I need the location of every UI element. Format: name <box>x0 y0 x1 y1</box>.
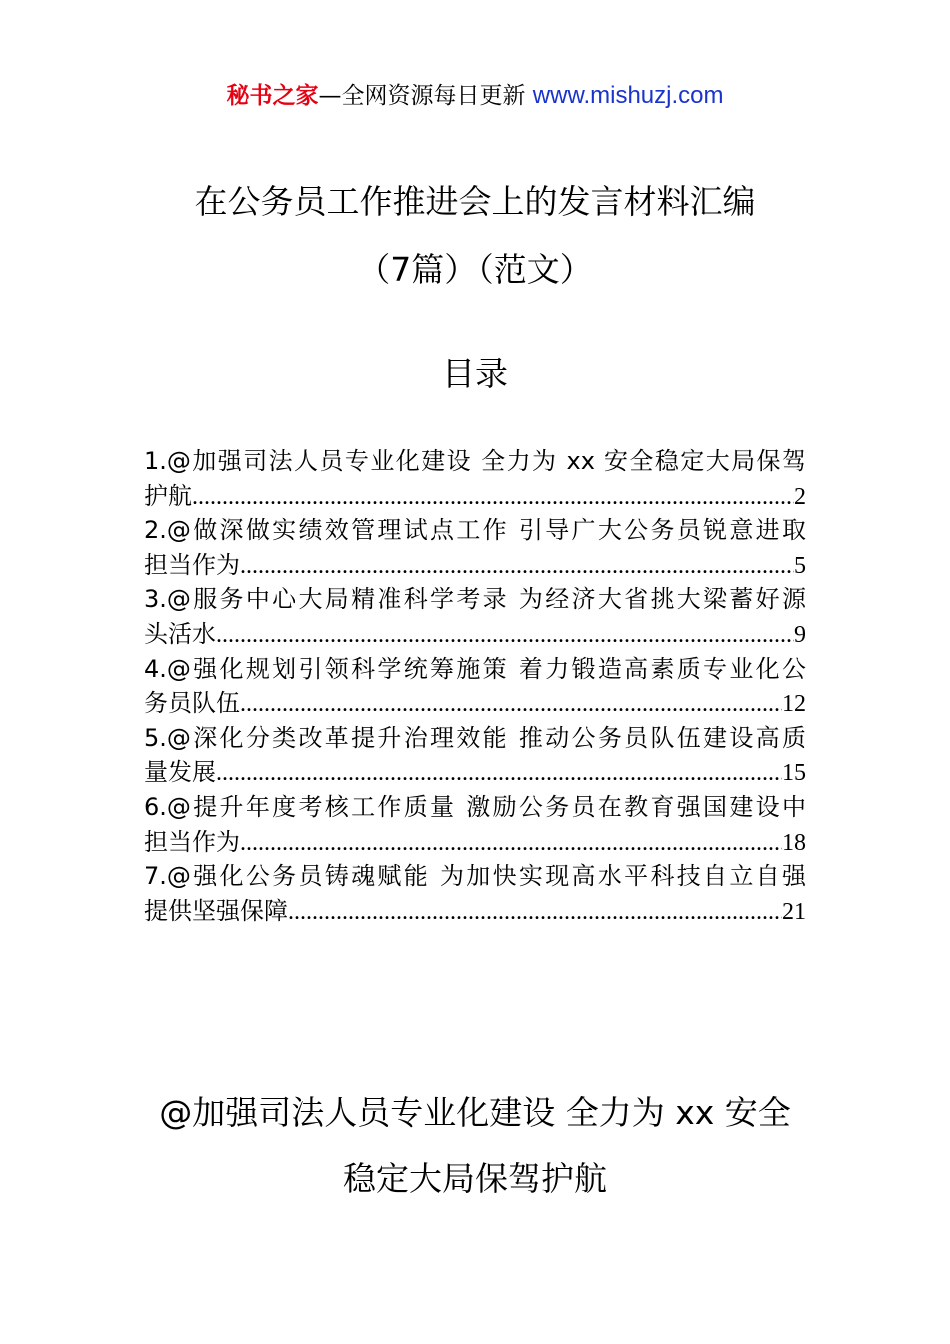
toc-entry-title: 7.@强化公务员铸魂赋能 为加快实现高水平科技自立自强 <box>144 862 806 891</box>
toc-entry-title-continued: 担当作为 <box>144 827 240 856</box>
toc-entry-5[interactable] <box>144 721 806 790</box>
toc-page-number: 12 <box>782 691 806 718</box>
toc-dot-leader <box>216 756 782 790</box>
toc-entry-title-continued: 担当作为 <box>144 550 240 579</box>
toc-page-number: 9 <box>794 621 806 648</box>
toc-dot-leader <box>192 480 794 514</box>
toc-page-number: 18 <box>782 829 806 856</box>
toc-entry-title-continued: 护航 <box>144 481 192 510</box>
section-title-line-1: @加强司法人员专业化建设 全力为 xx 安全 <box>159 1093 791 1132</box>
section-title <box>0 1080 950 1212</box>
toc-entry-1[interactable] <box>144 444 806 513</box>
toc-entry-tail-row <box>144 686 806 721</box>
toc-dot-leader <box>288 895 782 929</box>
toc-entry-2[interactable] <box>144 513 806 582</box>
brand-name: 秘书之家 <box>226 83 319 109</box>
toc-entry-tail-row <box>144 894 806 929</box>
section-title-line-2: 稳定大局保驾护航 <box>343 1159 607 1198</box>
toc-entry-title: 3.@服务中心大局精准科学考录 为经济大省挑大梁蓄好源 <box>144 585 806 614</box>
toc-page-number: 5 <box>794 552 806 579</box>
toc-entry-title: 4.@强化规划引领科学统筹施策 着力锻造高素质专业化公 <box>144 654 806 683</box>
toc-page-number: 2 <box>794 483 806 510</box>
table-of-contents <box>144 444 806 928</box>
toc-entry-title-continued: 提供坚强保障 <box>144 896 288 925</box>
toc-page-number: 15 <box>782 760 806 787</box>
document-subtitle: （7篇）（范文） <box>357 250 593 289</box>
toc-entry-title-continued: 务员队伍 <box>144 689 240 718</box>
toc-entry-title: 5.@深化分类改革提升治理效能 推动公务员队伍建设高质 <box>144 723 806 752</box>
toc-dot-leader <box>216 618 794 652</box>
header-tagline: —全网资源每日更新 <box>318 83 526 109</box>
toc-heading: 目录 <box>442 354 508 393</box>
toc-entry-tail-row <box>144 548 806 583</box>
toc-entry-title: 2.@做深做实绩效管理试点工作 引导广大公务员锐意进取 <box>144 516 806 545</box>
site-header <box>0 80 950 112</box>
toc-entry-4[interactable] <box>144 652 806 721</box>
toc-entry-tail-row <box>144 755 806 790</box>
toc-entry-tail-row <box>144 825 806 860</box>
toc-entry-6[interactable] <box>144 790 806 859</box>
document-title: 在公务员工作推进会上的发言材料汇编 <box>194 182 756 221</box>
toc-entry-tail-row <box>144 617 806 652</box>
toc-entry-title: 1.@加强司法人员专业化建设 全力为 xx 安全稳定大局保驾 <box>144 447 806 475</box>
toc-entry-tail-row <box>144 479 806 514</box>
toc-entry-7[interactable] <box>144 859 806 928</box>
toc-entry-title-continued: 量发展 <box>144 758 216 787</box>
toc-page-number: 21 <box>782 898 806 925</box>
site-url-link[interactable]: www.mishuzj.com <box>532 82 724 109</box>
toc-dot-leader <box>240 549 794 583</box>
toc-entry-title-continued: 头活水 <box>144 619 216 648</box>
toc-dot-leader <box>240 826 782 860</box>
toc-entry-3[interactable] <box>144 582 806 651</box>
toc-entry-title: 6.@提升年度考核工作质量 激励公务员在教育强国建设中 <box>144 792 806 821</box>
toc-dot-leader <box>240 687 782 721</box>
